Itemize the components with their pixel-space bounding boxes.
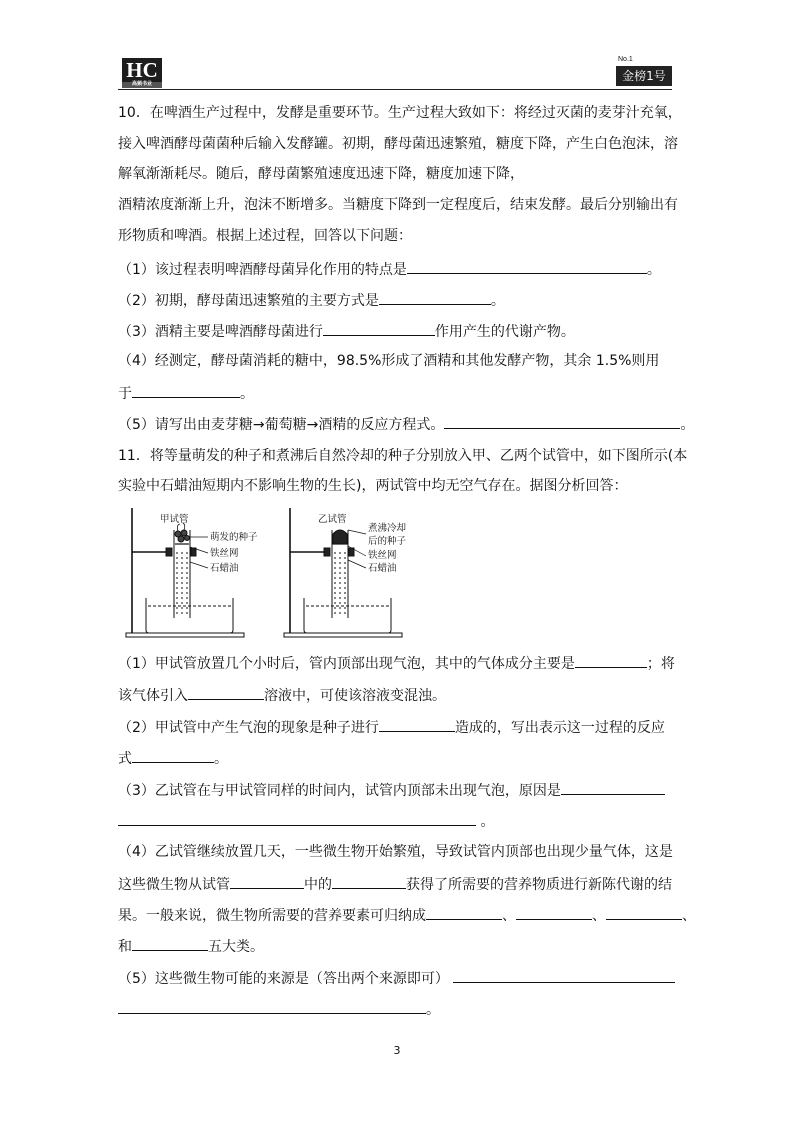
answer-blank[interactable] xyxy=(444,413,680,429)
q11-sub-4-text-b: 这些微生物从试管 xyxy=(118,877,230,893)
q11-sub-4-text-d: 获得了所需要的营养物质进行新陈代谢的结 xyxy=(406,877,672,893)
q10-line-2: 接入啤酒酵母菌菌种后输入发酵罐。初期，酵母菌迅速繁殖，糖度下降，产生白色泡沫，溶 xyxy=(118,136,678,152)
answer-blank[interactable] xyxy=(407,258,647,274)
answer-blank[interactable] xyxy=(516,904,592,920)
q11-sub-2-text-a: （2）甲试管中产生气泡的现象是种子进行 xyxy=(118,720,379,736)
experiment-figure xyxy=(118,500,428,640)
tube-b-wire-label: 铁丝网 xyxy=(368,550,397,561)
q11-sub-2-line-1 xyxy=(118,716,665,738)
q11-sub-4-text-f: 和 xyxy=(118,939,132,955)
answer-blank[interactable] xyxy=(118,810,476,826)
q11-sub-4-text-g: 五大类。 xyxy=(208,939,264,955)
tube-a-oil-label: 石蜡油 xyxy=(210,563,239,574)
q10-sub-3-text-b: 作用产生的代谢产物。 xyxy=(434,324,575,340)
logo-right-text: 金榜1号 xyxy=(616,66,672,86)
q11-sub-3-line-2 xyxy=(118,810,494,832)
header-rule xyxy=(118,89,672,90)
q10-sub-5 xyxy=(118,413,694,435)
q11-sub-4-text-c: 中的 xyxy=(304,877,332,893)
q11-sub-1-text-c: 该气体引入 xyxy=(118,688,188,704)
q11-sub-2-text-b: 造成的，写出表示这一过程的反应 xyxy=(454,720,665,736)
publisher-logo-right xyxy=(616,56,672,88)
answer-blank[interactable] xyxy=(323,320,435,336)
q10-sub-5-text: （5）请写出由麦芽糖→葡萄糖→酒精的反应方程式。 xyxy=(118,417,445,433)
q10-line-3: 解氧渐渐耗尽。随后，酵母菌繁殖速度迅速下降，糖度加速下降， xyxy=(118,166,524,182)
q11-sub-4-line-3 xyxy=(118,904,696,926)
answer-blank[interactable] xyxy=(118,998,426,1014)
punctuation: 。 xyxy=(480,814,495,830)
punctuation: 。 xyxy=(646,262,661,278)
punctuation: 。 xyxy=(240,386,254,402)
answer-blank[interactable] xyxy=(332,873,406,889)
q10-line-5: 形物质和啤酒。根据上述过程，回答以下问题： xyxy=(118,228,412,244)
q10-sub-2 xyxy=(118,289,505,311)
punctuation: 。 xyxy=(214,751,228,767)
tube-a-seed-label: 萌发的种子 xyxy=(210,532,258,543)
tube-b-label: 乙试管 xyxy=(318,514,347,525)
tube-b-seed-label-1: 煮沸冷却 xyxy=(368,523,407,534)
q11-line-1: 11．将等量萌发的种子和煮沸后自然冷却的种子分别放入甲、乙两个试管中，如下图所示(本 xyxy=(118,448,688,464)
tube-b-seed-label-2: 后的种子 xyxy=(368,536,407,547)
punctuation: 。 xyxy=(490,293,505,309)
q10-line-4: 酒精浓度渐渐上升，泡沫不断增多。当糖度下降到一定程度后，结束发酵。最后分别输出有 xyxy=(118,197,678,213)
q11-sub-4-text-e: 果。一般来说，微生物所需要的营养要素可归纳成 xyxy=(118,908,426,924)
q10-sub-2-text: （2）初期，酵母菌迅速繁殖的主要方式是 xyxy=(118,293,379,309)
punctuation: 。 xyxy=(426,1002,440,1018)
q11-sub-5-text: （5）这些微生物可能的来源是（答出两个来源即可） xyxy=(118,971,449,987)
q11-sub-5-line-2 xyxy=(118,998,440,1020)
q11-sub-3-text: （3）乙试管在与甲试管同样的时间内，试管内顶部未出现气泡，原因是 xyxy=(118,783,561,799)
answer-blank[interactable] xyxy=(379,289,491,305)
q10-sub-1 xyxy=(118,258,661,280)
q10-sub-4-line-1: （4）经测定，酵母菌消耗的糖中，98.5%形成了酒精和其他发酵产物，其余 1.5%则用 xyxy=(118,353,660,369)
q10-sub-1-text: （1）该过程表明啤酒酵母菌异化作用的特点是 xyxy=(118,262,407,278)
punctuation: 、 xyxy=(592,908,606,924)
logo-right-no: No.1 xyxy=(618,56,633,63)
tube-b-oil-label: 石蜡油 xyxy=(368,563,397,574)
tube-a-label: 甲试管 xyxy=(160,514,189,525)
q11-sub-5-line-1 xyxy=(118,967,675,989)
answer-blank[interactable] xyxy=(188,684,264,700)
logo-left-subtext: 高频书业 xyxy=(122,82,162,88)
q11-sub-3-line-1 xyxy=(118,779,665,801)
answer-blank[interactable] xyxy=(230,873,304,889)
answer-blank[interactable] xyxy=(561,779,665,795)
q10-sub-4-text-b: 于 xyxy=(118,386,132,402)
q10-sub-3 xyxy=(118,320,575,342)
q10-line-1: 10．在啤酒生产过程中，发酵是重要环节。生产过程大致如下：将经过灭菌的麦芽汁充氧， xyxy=(118,105,682,121)
punctuation: 。 xyxy=(680,417,695,433)
answer-blank[interactable] xyxy=(132,747,214,763)
q11-sub-4-line-2 xyxy=(118,873,672,895)
q11-sub-1-text-b: ；将 xyxy=(646,656,675,672)
q11-sub-2-text-c: 式 xyxy=(118,751,132,767)
q10-sub-3-text-a: （3）酒精主要是啤酒酵母菌进行 xyxy=(118,324,323,340)
q11-sub-4-line-1: （4）乙试管继续放置几天，一些微生物开始繁殖，导致试管内顶部也出现少量气体，这是 xyxy=(118,844,673,860)
answer-blank[interactable] xyxy=(575,652,647,668)
page-number: 3 xyxy=(393,1044,401,1057)
answer-blank[interactable] xyxy=(606,904,682,920)
q11-sub-1-line-1 xyxy=(118,652,675,674)
answer-blank[interactable] xyxy=(379,716,455,732)
q11-sub-1-text-d: 溶液中，可使该溶液变混浊。 xyxy=(264,688,446,704)
q11-line-2: 实验中石蜡油短期内不影响生物的生长)，两试管中均无空气存在。据图分析回答： xyxy=(118,478,628,494)
answer-blank[interactable] xyxy=(453,967,675,983)
answer-blank[interactable] xyxy=(132,935,208,951)
publisher-logo-left xyxy=(122,58,162,88)
q11-sub-1-line-2 xyxy=(118,684,446,706)
q11-sub-4-line-4 xyxy=(118,935,264,957)
q10-sub-4-line-2 xyxy=(118,382,254,404)
answer-blank[interactable] xyxy=(426,904,502,920)
logo-left-text: HC xyxy=(126,58,158,82)
tube-a-wire-label: 铁丝网 xyxy=(210,548,239,559)
q11-sub-1-text-a: （1）甲试管放置几个小时后，管内顶部出现气泡，其中的气体成分主要是 xyxy=(118,656,575,672)
punctuation: 、 xyxy=(502,908,516,924)
punctuation: 、 xyxy=(682,908,696,924)
answer-blank[interactable] xyxy=(132,382,240,398)
q11-sub-2-line-2 xyxy=(118,747,228,769)
